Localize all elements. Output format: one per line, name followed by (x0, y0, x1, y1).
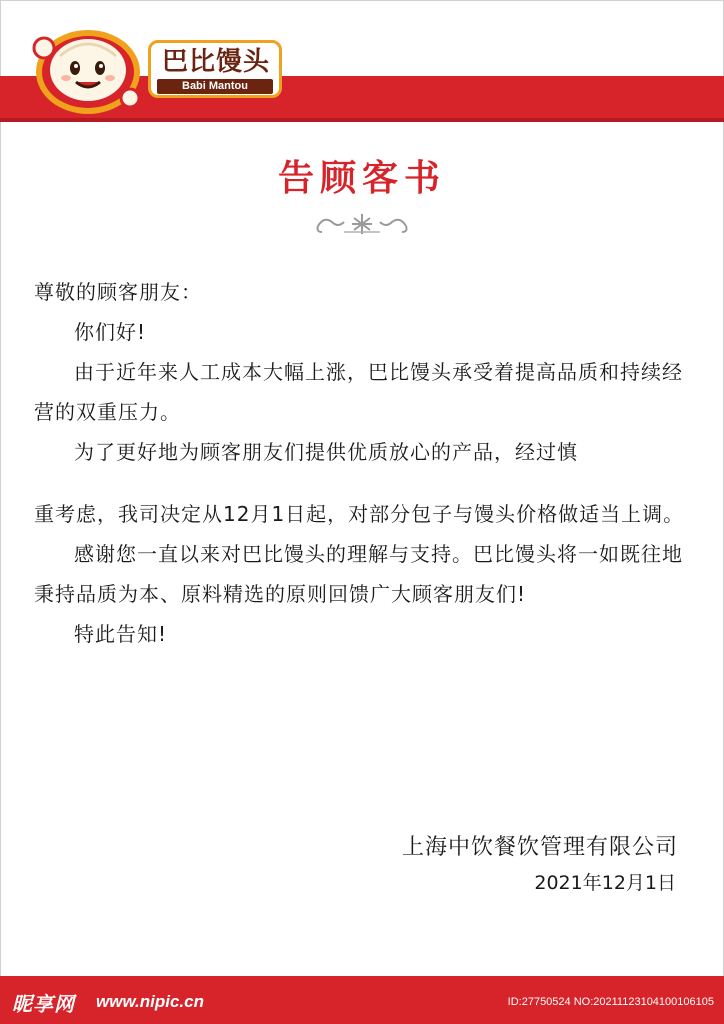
letter-paragraph: 为了更好地为顾客朋友们提供优质放心的产品，经过慎 (74, 440, 578, 464)
watermark-url: www.nipic.cn (96, 992, 204, 1011)
brand-name-box (148, 40, 282, 98)
brand-name-en: Babi Mantou (157, 79, 273, 94)
document-title: 告顾客书 (277, 158, 446, 199)
watermark-id: ID:27750524 NO:20211123104100106105 (507, 996, 714, 1008)
signature-date: 2021年12月1日 (534, 872, 676, 894)
brand-name-cn: 巴比馒头 (161, 47, 270, 77)
letter-greeting: 你们好! (74, 320, 147, 344)
letter-paragraph: 重考虑，我司决定从12月1日起，对部分包子与馒头价格做适当上调。 (34, 502, 685, 526)
watermark-site-name: 昵享网 (12, 992, 75, 1016)
brand-logo (30, 26, 290, 116)
letter-paragraph: 由于近年来人工成本大幅上涨，巴比馒头承受着提高品质和持续经营的双重压力。 (34, 360, 683, 424)
letter-paragraph: 感谢您一直以来对巴比馒头的理解与支持。巴比馒头将一如既往地秉持品质为本、原料精选的原则回馈广大顾客朋友们! (34, 542, 683, 606)
scroll-ornament-icon (314, 210, 410, 238)
signature-company: 上海中饮餐饮管理有限公司 (401, 835, 678, 860)
letter-salutation: 尊敬的顾客朋友： (34, 280, 202, 304)
letter-body (34, 272, 694, 654)
letter-closing: 特此告知! (74, 622, 168, 646)
mascot-bun-icon (30, 26, 145, 116)
